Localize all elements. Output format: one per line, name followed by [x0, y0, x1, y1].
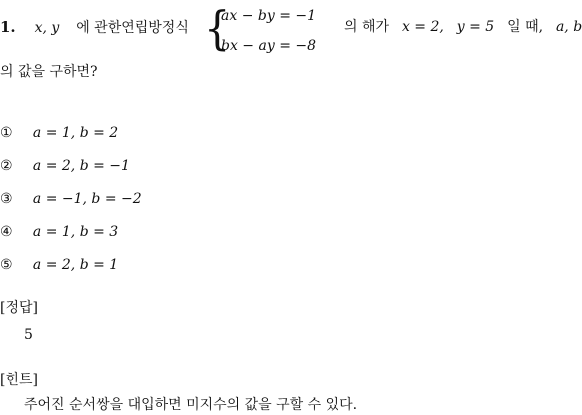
- question-number: 1.: [0, 18, 16, 36]
- system-brace: {: [204, 1, 231, 55]
- hint-label: [힌트]: [0, 372, 38, 388]
- choice-marker: ②: [0, 158, 13, 174]
- equation-2: bx − ay = −8: [221, 38, 317, 54]
- choice-3[interactable]: [0, 190, 142, 208]
- condition-x: x = 2,: [401, 19, 444, 35]
- answer-label: [정답]: [0, 300, 38, 316]
- choice-marker: ①: [0, 125, 13, 141]
- choice-4[interactable]: [0, 223, 118, 241]
- question-lead-text: 에 관한연립방정식: [76, 20, 189, 36]
- choice-text: a = 1, b = 3: [32, 224, 119, 240]
- answer-value: 5: [24, 327, 33, 343]
- choice-text: a = 1, b = 2: [32, 125, 119, 141]
- question-line-2: 의 값을 구하면?: [0, 64, 98, 80]
- choice-marker: ③: [0, 191, 13, 207]
- choice-2[interactable]: [0, 157, 130, 175]
- condition-y: y = 5: [456, 19, 495, 35]
- question-variables: x, y: [34, 20, 60, 36]
- question-line-1: [0, 18, 189, 37]
- choice-marker: ④: [0, 224, 13, 240]
- equation-1: ax − by = −1: [221, 8, 317, 24]
- hint-text: 주어진 순서쌍을 대입하면 미지수의 값을 구할 수 있다.: [24, 397, 358, 413]
- choice-5[interactable]: [0, 256, 118, 274]
- choice-marker: ⑤: [0, 257, 13, 273]
- question-tail-text: 의 해가: [344, 19, 390, 35]
- choice-text: a = −1, b = −2: [32, 191, 142, 207]
- question-tail-text-2: 일 때,: [507, 19, 544, 35]
- choice-1[interactable]: [0, 124, 118, 142]
- choice-text: a = 2, b = −1: [32, 158, 130, 174]
- question-line-1-tail: [344, 18, 582, 36]
- choice-text: a = 2, b = 1: [32, 257, 119, 273]
- ask-variables: a, b: [555, 19, 582, 35]
